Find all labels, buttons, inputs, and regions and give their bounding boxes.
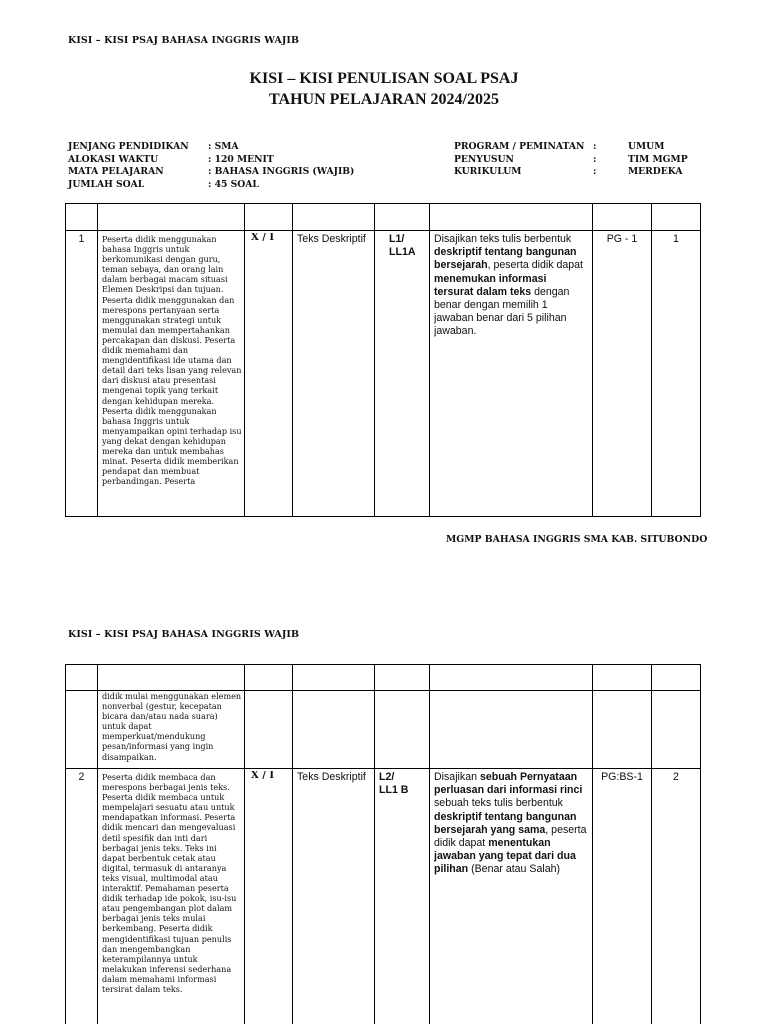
meta-colon: :: [593, 153, 597, 165]
indicator-text: Disajikan: [434, 771, 480, 783]
indicator-bold: sebuah Pernyataan perluasan dari informasi rinci: [434, 771, 583, 797]
competency-continuation: didik mulai menggunakan elemen nonverbal (gestur, kecepatan bicara dan/atau nada suara) untuk dapat memperkuat/mendukung pesan/informasi yang ingin disampaikan.: [102, 691, 242, 762]
indicator: [434, 771, 588, 877]
indicator-bold: deskriptif tentang bangunan bersejarah yang sama: [434, 810, 577, 836]
row-number: 2: [78, 771, 85, 783]
class-semester: X / I: [250, 233, 275, 243]
row-number: 1: [78, 233, 85, 245]
level-line-2: LL1A: [389, 246, 416, 259]
competency-text: Peserta didik membaca dan merespons berbagai jenis teks. Peserta didik membaca untuk mempelajari sesuatu atau untuk mendapatkan informasi. Peserta didik mencari dan mengevaluasi detil spesifik dan inti dari berbagai jenis teks. Teks ini dapat berbentuk cetak atau digital, termasuk di antaranya teks visual, multimodal atau interaktif. Pemahaman peserta didik terhadap ide pokok, isu-isu atau pengembangan plot dalam berbagai jenis teks mulai berkembang. Peserta didik mengidentifikasi tujuan penulis dan mengembangkan keterampilannya untuk melakukan inferensi sederhana dalam memahami informasi tersirat dalam teks.: [102, 772, 237, 994]
meta-value: : 120 MENIT: [208, 153, 274, 165]
level-line-1: L1/: [389, 233, 405, 245]
meta-label: KURIKULUM: [454, 166, 522, 178]
class-semester: X / I: [250, 771, 275, 781]
document-title: KISI – KISI PENULISAN SOAL PSAJ: [249, 70, 519, 87]
meta-colon: :: [593, 141, 597, 152]
material: Teks Deskriptif: [297, 771, 366, 783]
competency-text: Peserta didik menggunakan bahasa Inggris untuk berkomunikasi dengan guru, teman sebaya, dan orang lain dalam berbagai macam situasi Elemen Deskripsi dan tujuan. Peserta didik menggunakan dan merespons pertanyaan serta menggunakan strategi untuk memulai dan mempertahankan percakapan dan diskusi. Peserta didik memahami dan mengidentifikasi ide utama dan detail dari teks lisan yang relevan dari diskusi atau presentasi mengenai topik yang terkait dengan kehidupan mereka. Peserta didik menggunakan bahasa Inggris untuk menyampaikan opini terhadap isu yang dekat dengan kehidupan mereka dan untuk membahas minat. Peserta didik memberikan pendapat dan membuat perbandingan. Peserta: [102, 234, 242, 487]
meta-value: UMUM: [628, 141, 665, 152]
meta-label: PROGRAM / PEMINATAN: [454, 141, 585, 152]
meta-label: PENYUSUN: [454, 153, 514, 165]
page-footer: MGMP BAHASA INGGRIS SMA KAB. SITUBONDO: [446, 534, 708, 545]
question-number: 2: [673, 771, 679, 783]
level-line-1: L2/: [379, 771, 395, 783]
indicator-text: sebuah teks tulis berbentuk: [434, 797, 563, 810]
indicator-text: dengan benar dengan memilih 1 jawaban benar dari 5 pilihan jawaban.: [434, 285, 570, 338]
meta-value: : SMA: [208, 141, 239, 152]
level: [379, 771, 429, 797]
meta-value: TIM MGMP: [628, 153, 688, 165]
indicator-text: , peserta didik dapat: [434, 823, 587, 850]
document-subtitle: TAHUN PELAJARAN 2024/2025: [269, 91, 499, 108]
indicator-bold: menentukan jawaban yang tepat dari dua pilihan: [434, 837, 576, 876]
level: [389, 233, 429, 259]
material: Teks Deskriptif: [297, 233, 366, 245]
question-number: 1: [673, 233, 679, 245]
meta-label: JENJANG PENDIDIKAN: [68, 141, 189, 152]
meta-value: MERDEKA: [628, 166, 683, 178]
indicator-text: Disajikan teks tulis berbentuk: [434, 233, 572, 245]
indicator-bold: deskriptif tentang bangunan bersejarah: [434, 246, 577, 272]
indicator-text: (Benar atau Salah): [468, 863, 561, 876]
indicator-text: , peserta didik dapat: [487, 259, 583, 272]
question-form: PG - 1: [606, 233, 638, 245]
meta-label: JUMLAH SOAL: [68, 178, 145, 190]
meta-colon: :: [593, 166, 597, 178]
meta-label: MATA PELAJARAN: [68, 166, 164, 178]
page-header: KISI – KISI PSAJ BAHASA INGGRIS WAJIB: [68, 629, 300, 640]
page-header: KISI – KISI PSAJ BAHASA INGGRIS WAJIB: [68, 35, 300, 46]
meta-value: : BAHASA INGGRIS (WAJIB): [208, 166, 355, 178]
question-form: PG:BS-1: [601, 771, 643, 783]
meta-label: ALOKASI WAKTU: [68, 153, 159, 165]
level-line-2: LL1 B: [379, 784, 409, 797]
indicator: [434, 233, 588, 339]
meta-value: : 45 SOAL: [208, 178, 259, 190]
indicator-bold: menemukan informasi tersurat dalam teks: [434, 272, 547, 298]
